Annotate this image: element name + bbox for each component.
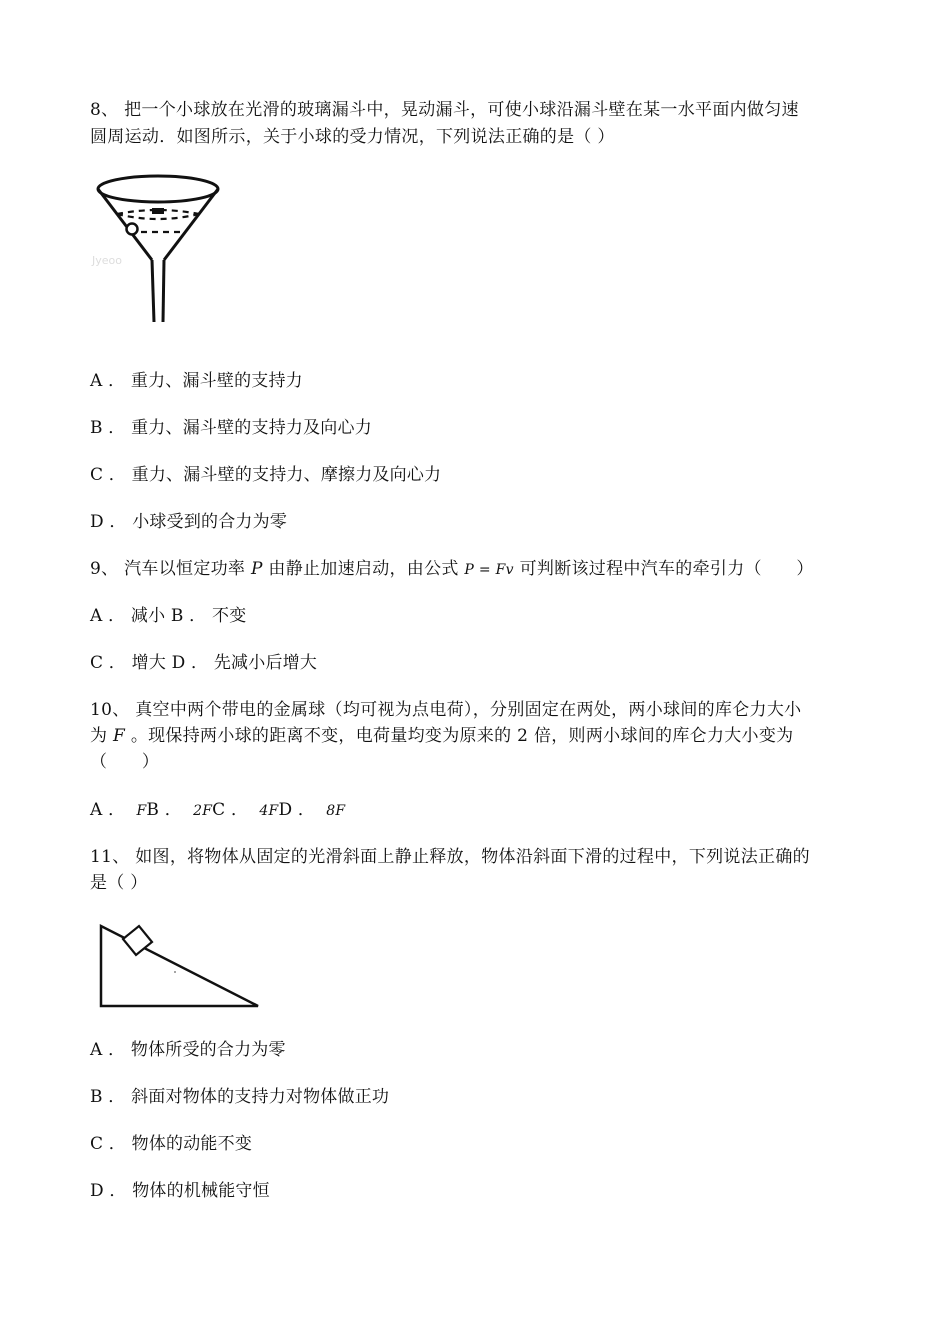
q10-option-c-label: C ．	[212, 800, 249, 820]
q11-option-d: D ． 物体的机械能守恒	[90, 1181, 270, 1201]
q9-options-row1: A ． 减小 B ． 不变	[90, 606, 247, 626]
q9-options-row2: C ． 增大 D ． 先减小后增大	[90, 653, 318, 673]
q8-stem-line1: 8、 把一个小球放在光滑的玻璃漏斗中，晃动漏斗，可使小球沿漏斗壁在某一水平面内做匀速	[90, 100, 799, 120]
q10-option-a-value: F	[136, 803, 147, 819]
q10-text-pre: 为	[90, 726, 114, 746]
q9-text-pre: 9、 汽车以恒定功率	[90, 559, 251, 579]
q11-stem-line1: 11、 如图，将物体从固定的光滑斜面上静止释放，物体沿斜面下滑的过程中，下列说法正确的	[90, 847, 810, 867]
q10-option-c-value: 4F	[259, 803, 279, 819]
q10-stem-line2	[90, 724, 862, 748]
q10-option-d-value: 8F	[326, 803, 346, 819]
q11-stem-line2: 是（ ）	[90, 873, 148, 893]
q10-var-f: F	[113, 726, 126, 746]
q10-option-b-value: 2F	[193, 803, 213, 819]
q9-stem	[90, 557, 862, 582]
q11-option-a: A ． 物体所受的合力为零	[90, 1040, 286, 1060]
q11-option-c: C ． 物体的动能不变	[90, 1134, 253, 1154]
funnel-figure	[90, 172, 230, 332]
q10-text-post: 。现保持两小球的距离不变，电荷量均变为原来的 2 倍，则两小球间的库仑力大小变为	[125, 726, 794, 746]
q11-option-b: B ． 斜面对物体的支持力对物体做正功	[90, 1087, 390, 1107]
watermark-text: Jyeoo	[92, 254, 122, 267]
q10-option-b-label: B ．	[146, 800, 182, 820]
incline-figure	[90, 918, 270, 1018]
q10-stem-line3: （ ）	[90, 752, 160, 772]
q8-option-a: A ． 重力、漏斗壁的支持力	[90, 371, 303, 391]
q8-option-c: C ． 重力、漏斗壁的支持力、摩擦力及向心力	[90, 465, 442, 485]
q10-stem-line1: 10、 真空中两个带电的金属球（均可视为点电荷），分别固定在两处，两小球间的库仑力大小	[90, 700, 802, 720]
q9-text-mid: 由静止加速启动，由公式	[262, 559, 465, 579]
q9-formula: P = Fv	[464, 562, 514, 578]
q10-option-d-label: D ．	[278, 800, 316, 820]
q9-var-p: P	[250, 559, 263, 579]
q8-option-d: D ． 小球受到的合力为零	[90, 512, 288, 532]
q8-stem-line2: 圆周运动．如图所示，关于小球的受力情况，下列说法正确的是（ ）	[90, 127, 615, 147]
q10-options	[90, 798, 862, 823]
q9-text-post: 可判断该过程中汽车的牵引力（ ）	[513, 559, 814, 579]
q8-option-b: B ． 重力、漏斗壁的支持力及向心力	[90, 418, 372, 438]
q10-option-a-label: A ．	[90, 800, 126, 820]
